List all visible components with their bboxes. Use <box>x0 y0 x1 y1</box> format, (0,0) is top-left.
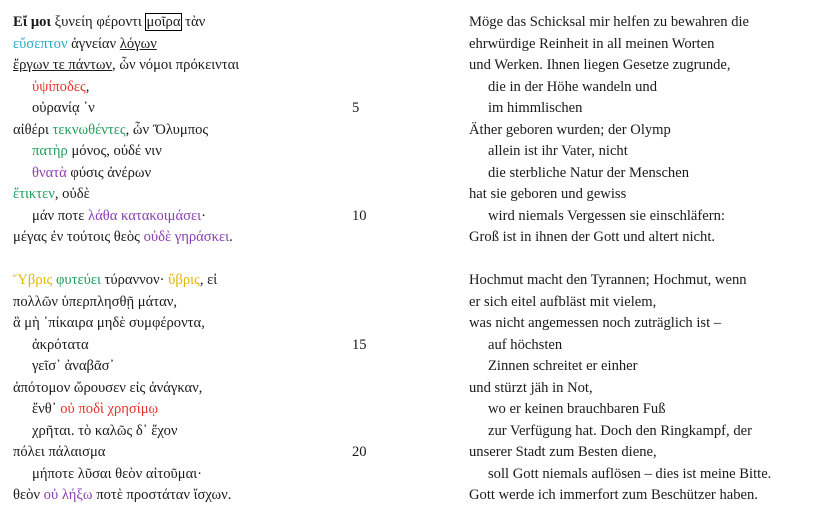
greek-line-15 <box>13 335 373 357</box>
german-line: Groß ist in ihnen der Gott und altert nicht. <box>469 229 716 245</box>
greek-line-1 <box>13 12 373 34</box>
stanza-gap <box>469 249 814 271</box>
german-line: er sich eitel aufbläst mit vielem, <box>469 293 657 310</box>
german-line: Hochmut macht den Tyrannen; Hochmut, wenn <box>469 272 747 288</box>
greek-word: ἀκρότατα <box>32 336 89 353</box>
highlight-word: οὐ ποδὶ χρησίμῳ <box>60 401 159 417</box>
greek-word: · <box>201 207 206 224</box>
german-line: und stürzt jäh in Not, <box>469 379 593 396</box>
highlight-word: ὑψίποδες <box>32 78 86 95</box>
greek-line-22 <box>13 485 373 507</box>
highlight-word: τεκνωθέντες <box>52 121 126 138</box>
greek-word: μάν ποτε <box>32 207 89 224</box>
greek-line-16 <box>13 356 373 378</box>
line-number: 20 <box>352 444 367 460</box>
highlight-word: ἔτικτεν <box>13 186 55 202</box>
highlight-word: ὕβρις <box>168 272 200 288</box>
greek-line-13 <box>13 292 373 314</box>
greek-word: , ὧν Ὄλυμπος <box>125 121 209 138</box>
german-line: auf höchsten <box>488 336 563 353</box>
line-number: 10 <box>352 207 367 224</box>
greek-word: μέγας ἐν τούτοις θεὸς <box>13 229 144 245</box>
greek-word: γεῖσ᾽ ἀναβᾶσ᾽ <box>32 358 115 374</box>
greek-word: τύραννον· <box>100 272 169 288</box>
greek-word: , εἰ <box>199 272 218 288</box>
greek-line-6 <box>13 120 373 142</box>
highlight-word: θνατὰ <box>32 164 67 181</box>
greek-word: θεὸν <box>13 487 44 503</box>
highlight-word: Ὕβρις <box>13 272 53 288</box>
greek-line-17 <box>13 378 373 400</box>
highlight-word: λάθα κατακοιμάσει <box>88 207 202 224</box>
highlight-word: φυτεύει <box>52 272 101 288</box>
german-line: zur Verfügung hat. Doch den Ringkampf, der <box>488 422 752 439</box>
greek-word: ἔνθ᾽ <box>32 401 61 417</box>
greek-word: ἁγνείαν <box>67 35 120 52</box>
greek-line-8 <box>13 163 373 185</box>
stanza-gap <box>13 249 373 271</box>
greek-line-4 <box>13 77 373 99</box>
greek-word: πόλει πάλαισμα <box>13 444 106 460</box>
greek-word: ἃ μὴ ᾽πίκαιρα μηδὲ συμφέροντα, <box>13 315 205 331</box>
german-line: ehrwürdige Reinheit in all meinen Worten <box>469 35 715 52</box>
highlight-word: οὐδὲ γηράσκει <box>143 229 230 245</box>
german-line: soll Gott niemals auflösen – dies ist meine Bitte. <box>488 465 772 482</box>
underlined-word: λόγων <box>119 35 157 52</box>
greek-line-19 <box>13 421 373 443</box>
greek-line-20 <box>13 442 373 464</box>
greek-word: , <box>85 78 90 95</box>
greek-word: , οὐδὲ <box>54 186 90 202</box>
german-line: was nicht angemessen noch zuträglich ist – <box>469 315 722 331</box>
greek-word: μόνος, οὐδέ νιν <box>67 143 162 159</box>
german-line: allein ist ihr Vater, nicht <box>488 143 628 159</box>
greek-word: πολλῶν ὑπερπλησθῇ μάταν, <box>13 293 177 310</box>
greek-word: οὐρανίᾳ ᾽ν <box>32 100 95 116</box>
greek-line-3 <box>13 55 373 77</box>
greek-line-18 <box>13 399 373 421</box>
highlight-word: εὔσεπτον <box>13 35 68 52</box>
greek-word: αἰθέρι <box>13 121 53 138</box>
highlight-word: πατὴρ <box>32 143 68 159</box>
greek-word: ποτὲ προστάταν ἴσχων. <box>92 487 232 503</box>
greek-text-column <box>13 12 373 507</box>
greek-word: Εἴ μοι <box>13 14 52 30</box>
greek-line-11 <box>13 227 373 249</box>
greek-word: φύσις ἀνέρων <box>66 164 152 181</box>
greek-line-14 <box>13 313 373 335</box>
greek-word: ἀπότομον ὤρουσεν εἰς ἀνάγκαν, <box>13 379 203 396</box>
boxed-word: μοῖρα <box>146 14 181 30</box>
underlined-word: ἔργων τε πάντων <box>13 57 113 73</box>
greek-line-7 <box>13 141 373 163</box>
greek-word: μήποτε λῦσαι θεὸν αἰτοῦμαι· <box>32 465 203 482</box>
german-line: Gott werde ich immerfort zum Beschützer haben. <box>469 487 758 503</box>
german-line: Äther geboren wurden; der Olymp <box>469 121 671 138</box>
line-number: 15 <box>352 336 367 353</box>
german-line: im himmlischen <box>488 100 583 116</box>
greek-word: χρῆται. τὸ καλῶς δ᾽ ἔχον <box>32 422 178 439</box>
greek-line-5 <box>13 98 373 120</box>
german-line: hat sie geboren und gewiss <box>469 186 627 202</box>
german-line: und Werken. Ihnen liegen Gesetze zugrunde, <box>469 57 731 73</box>
greek-line-9 <box>13 184 373 206</box>
line-number-column <box>352 12 372 464</box>
german-line: Möge das Schicksal mir helfen zu bewahren die <box>469 14 750 30</box>
german-line: wird niemals Vergessen sie einschläfern: <box>488 207 725 224</box>
greek-line-21 <box>13 464 373 486</box>
german-translation-column <box>469 12 814 507</box>
german-line: die sterbliche Natur der Menschen <box>488 164 689 181</box>
greek-word: τὰν <box>181 14 206 30</box>
greek-word: , ὧν νόμοι πρόκεινται <box>112 57 240 73</box>
greek-line-2 <box>13 34 373 56</box>
greek-line-12 <box>13 270 373 292</box>
greek-word: . <box>229 229 233 245</box>
greek-line-10 <box>13 206 373 228</box>
german-line: Zinnen schreitet er einher <box>488 358 638 374</box>
highlight-word: οὐ λήξω <box>43 487 93 503</box>
german-line: unserer Stadt zum Besten diene, <box>469 444 657 460</box>
german-line: wo er keinen brauchbaren Fuß <box>488 401 666 417</box>
greek-word: ξυνείη φέροντι <box>51 14 146 30</box>
german-line: die in der Höhe wandeln und <box>488 78 657 95</box>
line-number: 5 <box>352 100 360 116</box>
